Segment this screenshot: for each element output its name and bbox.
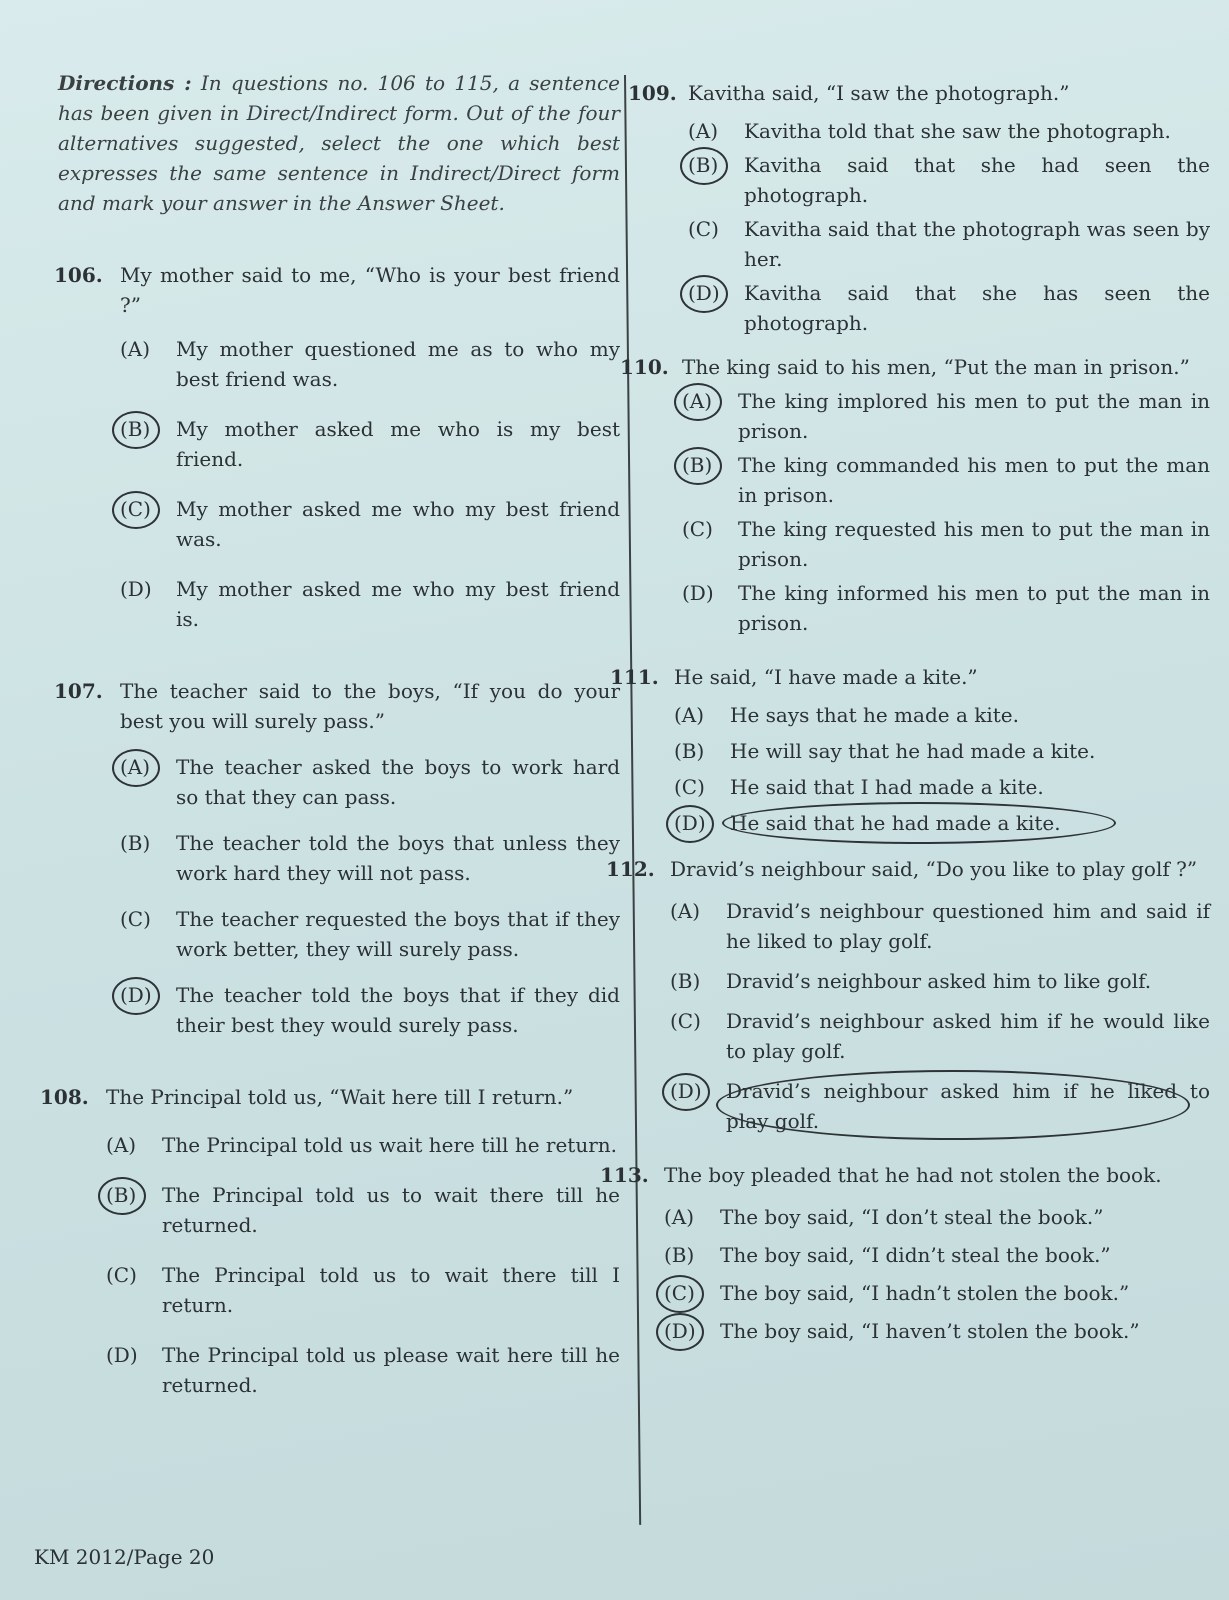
question-110 [620, 352, 1210, 638]
option-text: The teacher told the boys that unless they work hard they will not pass. [176, 831, 620, 885]
option-text: Dravid’s neighbour asked him if he would like to play golf. [726, 1009, 1210, 1063]
option-text: Kavitha said that she has seen the photograph. [744, 281, 1210, 335]
option-d[interactable] [688, 278, 1210, 338]
option-d[interactable] [682, 578, 1210, 638]
option-c[interactable] [674, 772, 1210, 802]
question-stem: The king said to his men, “Put the man in prison.” [682, 355, 1190, 379]
option-text: The king commanded his men to put the man in prison. [738, 453, 1210, 507]
option-d[interactable] [106, 1340, 620, 1400]
option-letter: (C) [682, 517, 713, 541]
question-number: 106. [54, 263, 103, 287]
option-letter: (B) [682, 450, 734, 480]
option-c[interactable] [120, 494, 620, 554]
option-text: The king requested his men to put the man in prison. [738, 517, 1210, 571]
option-letter: (B) [664, 1243, 695, 1267]
option-letter: (B) [674, 739, 705, 763]
option-text: My mother asked me who is my best friend. [176, 417, 620, 471]
option-b[interactable] [688, 150, 1210, 210]
option-letter: (D) [682, 581, 714, 605]
question-number: 111. [610, 665, 659, 689]
question-stem: The teacher said to the boys, “If you do your best you will surely pass.” [120, 679, 620, 733]
option-text: The Principal told us wait here till he return. [162, 1133, 617, 1157]
option-d[interactable] [670, 1076, 1210, 1136]
option-letter: (B) [106, 1180, 158, 1210]
option-letter: (C) [664, 1278, 716, 1308]
option-text: He will say that he had made a kite. [730, 739, 1096, 763]
option-text: He said that he had made a kite. [730, 811, 1061, 835]
question-number: 113. [600, 1163, 649, 1187]
option-letter: (C) [120, 494, 172, 524]
option-letter: (A) [106, 1133, 137, 1157]
question-number: 109. [628, 81, 677, 105]
option-letter: (C) [106, 1263, 137, 1287]
question-stem: My mother said to me, “Who is your best friend ?” [120, 263, 620, 317]
option-b[interactable] [120, 414, 620, 474]
directions [58, 68, 620, 218]
option-a[interactable] [664, 1202, 1210, 1232]
option-a[interactable] [120, 752, 620, 812]
option-d[interactable] [120, 574, 620, 634]
question-108 [40, 1082, 620, 1400]
question-stem: The Principal told us, “Wait here till I return.” [106, 1085, 574, 1109]
question-stem: Kavitha said, “I saw the photograph.” [688, 81, 1070, 105]
option-text: The teacher told the boys that if they did their best they would surely pass. [176, 983, 620, 1037]
option-text: The teacher asked the boys to work hard so that they can pass. [176, 755, 620, 809]
question-number: 112. [606, 857, 655, 881]
directions-label: Directions : [58, 71, 192, 95]
option-text: The boy said, “I didn’t steal the book.” [720, 1243, 1111, 1267]
right-column [600, 78, 1210, 1346]
option-letter: (A) [682, 386, 734, 416]
option-d[interactable] [664, 1316, 1210, 1346]
option-a[interactable] [120, 334, 620, 394]
option-text: My mother asked me who my best friend is. [176, 577, 620, 631]
option-a[interactable] [682, 386, 1210, 446]
option-a[interactable] [670, 896, 1210, 956]
option-letter: (D) [120, 980, 172, 1010]
option-c[interactable] [682, 514, 1210, 574]
question-113 [600, 1160, 1210, 1346]
option-a[interactable] [106, 1130, 620, 1160]
option-text: Kavitha said that the photograph was seen by her. [744, 217, 1210, 271]
option-b[interactable] [682, 450, 1210, 510]
question-109 [630, 78, 1210, 338]
question-111 [610, 662, 1210, 838]
option-letter: (D) [688, 278, 740, 308]
option-text: The boy said, “I haven’t stolen the book.” [720, 1319, 1140, 1343]
option-d[interactable] [674, 808, 1210, 838]
page-footer: KM 2012/Page 20 [34, 1545, 215, 1569]
option-c[interactable] [106, 1260, 620, 1320]
option-text: Dravid’s neighbour asked him if he liked to play golf. [726, 1079, 1210, 1133]
option-b[interactable] [664, 1240, 1210, 1270]
option-letter: (C) [674, 775, 705, 799]
question-107 [40, 676, 620, 1040]
option-text: My mother asked me who my best friend was. [176, 497, 620, 551]
option-text: The king implored his men to put the man in prison. [738, 389, 1210, 443]
option-letter: (B) [120, 414, 172, 444]
question-number: 107. [54, 679, 103, 703]
option-b[interactable] [674, 736, 1210, 766]
option-text: Kavitha said that she had seen the photograph. [744, 153, 1210, 207]
option-letter: (A) [120, 752, 172, 782]
option-letter: (A) [670, 899, 701, 923]
option-c[interactable] [664, 1278, 1210, 1308]
option-letter: (C) [670, 1009, 701, 1033]
option-letter: (A) [664, 1205, 695, 1229]
option-text: The Principal told us please wait here till he returned. [162, 1343, 620, 1397]
option-text: The Principal told us to wait there till he returned. [162, 1183, 620, 1237]
option-letter: (A) [674, 703, 705, 727]
option-text: Kavitha told that she saw the photograph. [744, 119, 1171, 143]
option-text: He said that I had made a kite. [730, 775, 1044, 799]
question-stem: Dravid’s neighbour said, “Do you like to play golf ?” [670, 857, 1198, 881]
option-c[interactable] [688, 214, 1210, 274]
option-a[interactable] [688, 116, 1210, 146]
option-b[interactable] [120, 828, 620, 888]
left-column [40, 68, 620, 1400]
question-stem: The boy pleaded that he had not stolen the book. [664, 1163, 1162, 1187]
option-letter: (B) [120, 831, 151, 855]
option-letter: (D) [670, 1076, 722, 1106]
option-letter: (D) [674, 808, 726, 838]
option-letter: (B) [688, 150, 740, 180]
option-text: The boy said, “I hadn’t stolen the book.” [720, 1281, 1130, 1305]
option-text: Dravid’s neighbour asked him to like golf. [726, 969, 1152, 993]
option-c[interactable] [670, 1006, 1210, 1066]
option-letter: (D) [664, 1316, 716, 1346]
option-text: He says that he made a kite. [730, 703, 1019, 727]
option-b[interactable] [106, 1180, 620, 1240]
question-106 [40, 260, 620, 634]
directions-text: In questions no. 106 to 115, a sentence has been given in Direct/Indirect form. Out of the four alternatives suggested, select the one which best expresses the same sentence in Indirect/Direct form and mark your answer in the Answer Sheet. [58, 71, 621, 215]
option-text: My mother questioned me as to who my best friend was. [176, 337, 620, 391]
option-a[interactable] [674, 700, 1210, 730]
question-number: 110. [620, 355, 669, 379]
question-number: 108. [40, 1085, 89, 1109]
option-letter: (C) [688, 217, 719, 241]
option-letter: (A) [688, 119, 719, 143]
option-letter: (D) [106, 1343, 138, 1367]
option-c[interactable] [120, 904, 620, 964]
option-letter: (C) [120, 907, 151, 931]
option-letter: (B) [670, 969, 701, 993]
option-b[interactable] [670, 966, 1210, 996]
option-text: The boy said, “I don’t steal the book.” [720, 1205, 1104, 1229]
option-text: The king informed his men to put the man in prison. [738, 581, 1210, 635]
question-stem: He said, “I have made a kite.” [674, 665, 978, 689]
option-text: Dravid’s neighbour questioned him and said if he liked to play golf. [726, 899, 1210, 953]
option-text: The teacher requested the boys that if they work better, they will surely pass. [176, 907, 620, 961]
option-text: The Principal told us to wait there till I return. [162, 1263, 620, 1317]
question-112 [606, 854, 1210, 1136]
option-d[interactable] [120, 980, 620, 1040]
option-letter: (A) [120, 337, 151, 361]
option-letter: (D) [120, 577, 152, 601]
